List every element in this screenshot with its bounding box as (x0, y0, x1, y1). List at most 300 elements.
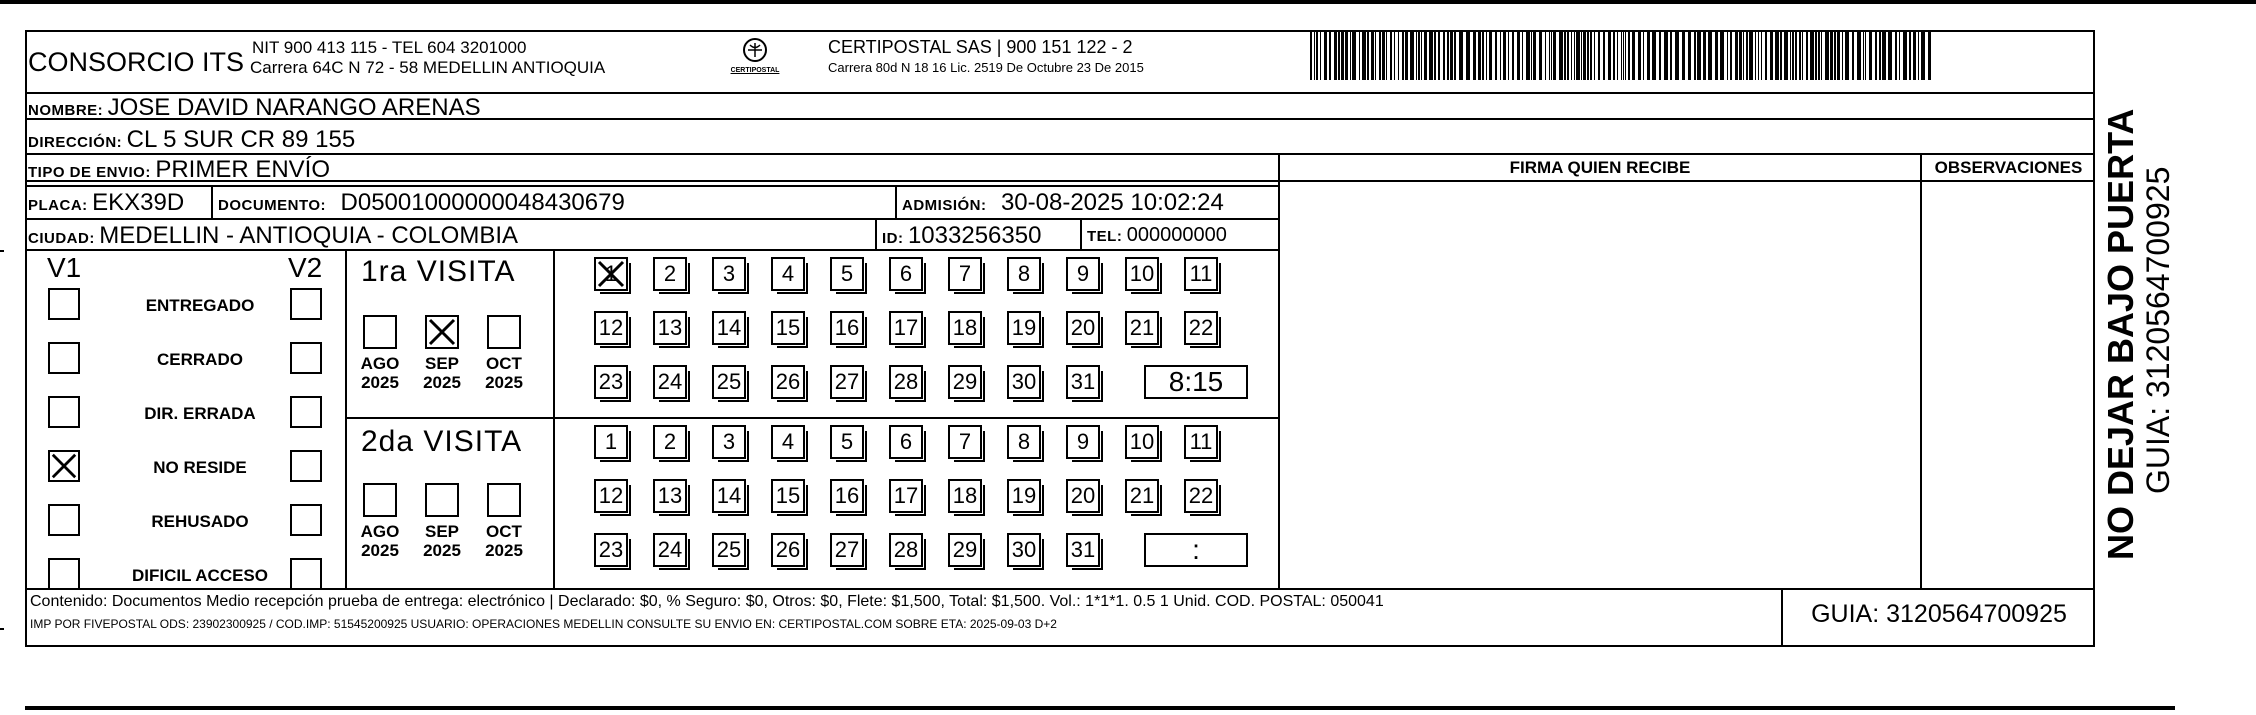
row-divider (25, 185, 1280, 187)
month-year: 2025 (485, 373, 523, 392)
barcode-bar (1608, 30, 1611, 80)
day-box[interactable]: 14 (712, 479, 746, 513)
day-box[interactable]: 6 (889, 257, 923, 291)
barcode-bar (1682, 30, 1685, 80)
cell-divider (875, 218, 877, 249)
id-value: 1033256350 (907, 222, 1042, 249)
barcode-bar (1743, 30, 1744, 80)
barcode-bar (1549, 30, 1550, 80)
v1-checkbox[interactable] (48, 450, 80, 482)
nombre-field (28, 94, 481, 122)
barcode-bar (1416, 30, 1417, 80)
v2-checkbox[interactable] (290, 342, 322, 374)
day-box[interactable]: 23 (594, 365, 628, 399)
signature-area[interactable] (1280, 182, 1920, 588)
month-label (411, 522, 473, 560)
barcode-bar (1522, 30, 1523, 80)
barcode-bar (1652, 30, 1656, 80)
cell-divider (211, 185, 213, 218)
barcode-bar (1367, 30, 1369, 80)
footer-guia: GUIA: 3120564700925 (1811, 600, 2067, 628)
month-checkbox[interactable] (363, 483, 397, 517)
day-box[interactable]: 13 (653, 479, 687, 513)
side-guia: GUIA: 3120564700925 (2140, 166, 2176, 494)
day-box[interactable]: 9 (1066, 425, 1100, 459)
barcode-bar (1386, 30, 1387, 80)
barcode-bar (1664, 30, 1668, 80)
barcode-bar (1865, 30, 1866, 80)
v2-checkbox[interactable] (290, 558, 322, 590)
tipo-envio-field (28, 156, 330, 184)
tipo-envio-label: TIPO DE ENVIO: (28, 164, 151, 181)
barcode-bar (1659, 30, 1661, 80)
tel-field (1087, 224, 1227, 247)
barcode-bar (1539, 30, 1542, 80)
barcode-bar (1533, 30, 1536, 80)
certipostal-logo (727, 36, 783, 80)
day-box[interactable]: 16 (830, 311, 864, 345)
barcode-bar (1429, 30, 1433, 80)
day-box[interactable]: 1 (594, 257, 628, 291)
barcode-bar (1792, 30, 1794, 80)
barcode-bar (1694, 30, 1696, 80)
day-box[interactable]: 20 (1066, 311, 1100, 345)
barcode-bar (1928, 30, 1931, 80)
cell-divider (895, 185, 897, 218)
v1-checkbox[interactable] (48, 396, 80, 428)
barcode-bar (1500, 30, 1501, 80)
barcode-bar (1447, 30, 1449, 80)
month-year: 2025 (485, 541, 523, 560)
bottom-edge-line (25, 706, 2175, 710)
month-year: 2025 (361, 373, 399, 392)
barcode-bar (1795, 30, 1797, 80)
day-box[interactable]: 22 (1184, 479, 1218, 513)
barcode-bar (1869, 30, 1872, 80)
direccion-value: CL 5 SUR CR 89 155 (126, 126, 356, 153)
day-box[interactable]: 22 (1184, 311, 1218, 345)
day-box[interactable]: 7 (948, 257, 982, 291)
barcode-bar (1418, 30, 1420, 80)
barcode-bar (1675, 30, 1679, 80)
status-label: ENTREGADO (145, 296, 255, 315)
barcode-bar (1670, 30, 1672, 80)
day-box[interactable]: 25 (712, 533, 746, 567)
documento-label: DOCUMENTO: (218, 197, 327, 214)
admision-value: 30-08-2025 10:02:24 (1000, 189, 1224, 216)
barcode-bar (1882, 30, 1886, 80)
barcode-bar (1473, 30, 1476, 80)
barcode-bar (1623, 30, 1624, 80)
month-name: AGO (360, 522, 400, 541)
v2-header: V2 (288, 252, 323, 283)
documento-field (218, 189, 625, 217)
company-line-1: NIT 900 413 115 - TEL 604 3201000 (252, 38, 527, 57)
month-name: SEP (424, 354, 460, 373)
barcode-bar (1352, 30, 1356, 80)
day-box[interactable]: 12 (594, 479, 628, 513)
month-label (473, 522, 535, 560)
month-year: 2025 (361, 541, 399, 560)
day-box[interactable]: 29 (948, 533, 982, 567)
day-box[interactable]: 24 (653, 533, 687, 567)
month-label (411, 354, 473, 392)
barcode-bar (1727, 30, 1728, 80)
barcode-bar (1341, 30, 1344, 80)
barcode-bar (1576, 30, 1580, 80)
day-box[interactable]: 21 (1125, 311, 1159, 345)
barcode-bar (1632, 30, 1635, 80)
direccion-field (28, 126, 355, 154)
admision-field (902, 189, 1224, 217)
barcode-bar (1913, 30, 1916, 80)
status-label: DIR. ERRADA (144, 404, 256, 423)
day-box[interactable]: 3 (712, 425, 746, 459)
day-box[interactable]: 8 (1007, 257, 1041, 291)
barcode-bar (1806, 30, 1808, 80)
day-box[interactable]: 17 (889, 479, 923, 513)
barcode-bar (1613, 30, 1615, 80)
barcode-bar (1508, 30, 1509, 80)
barcode-bar (1730, 30, 1732, 80)
barcode-bar (1405, 30, 1408, 80)
barcode-bar (1574, 30, 1575, 80)
day-box[interactable]: 30 (1007, 365, 1041, 399)
ciudad-field (28, 222, 518, 250)
barcode-bar (1909, 30, 1911, 80)
footer-contents: Contenido: Documentos Medio recepción prueba de entrega: electrónico | Declarado: $0, % Seguro: $0, Otros: $0, Flete: $1,500, Total: $1,500. Vol.: 1*1*1. 0.5 1 Unid. COD. POSTAL: 050041 (30, 593, 1384, 610)
barcode-bar (1320, 30, 1321, 80)
barcode-bar (1720, 30, 1724, 80)
day-box[interactable]: 21 (1125, 479, 1159, 513)
day-box[interactable]: 23 (594, 533, 628, 567)
month-name: AGO (360, 354, 400, 373)
barcode-bar (1647, 30, 1650, 80)
barcode-bar (1903, 30, 1907, 80)
firma-header: FIRMA QUIEN RECIBE (1509, 158, 1691, 177)
month-checkbox[interactable] (363, 315, 397, 349)
barcode-bar (1628, 30, 1630, 80)
day-box[interactable]: 2 (653, 257, 687, 291)
row-divider (25, 218, 1280, 220)
month-checkbox[interactable] (425, 483, 459, 517)
v1-checkbox[interactable] (48, 342, 80, 374)
nombre-value: JOSE DAVID NARANGO ARENAS (107, 94, 481, 121)
barcode-bar (1587, 30, 1589, 80)
barcode-bar (1310, 30, 1312, 80)
barcode-bar (1765, 30, 1767, 80)
barcode-bar (1443, 30, 1445, 80)
barcode-bar (1486, 30, 1487, 80)
barcode-bar (1845, 30, 1849, 80)
barcode-bar (1410, 30, 1414, 80)
day-box[interactable]: 27 (830, 365, 864, 399)
day-box[interactable]: 16 (830, 479, 864, 513)
barcode-bar (1735, 30, 1738, 80)
barcode-bar (1688, 30, 1691, 80)
barcode-bar (1879, 30, 1881, 80)
day-box[interactable]: 19 (1007, 311, 1041, 345)
barcode-bar (1775, 30, 1779, 80)
day-box[interactable]: 17 (889, 311, 923, 345)
placa-field (28, 189, 184, 217)
barcode-bar (1830, 30, 1833, 80)
tel-value: 000000000 (1126, 224, 1227, 246)
barcode-bar (1758, 30, 1759, 80)
barcode-bar (1810, 30, 1814, 80)
barcode-bar (1875, 30, 1877, 80)
barcode-bar (1390, 30, 1392, 80)
status-list (25, 250, 345, 588)
day-box[interactable]: 2 (653, 425, 687, 459)
day-box[interactable]: 31 (1066, 365, 1100, 399)
barcode-bar (1643, 30, 1644, 80)
barcode-bar (1899, 30, 1900, 80)
barcode-bar (1703, 30, 1706, 80)
barcode-bar (1466, 30, 1470, 80)
month-year: 2025 (423, 373, 461, 392)
barcode-bar (1553, 30, 1556, 80)
barcode-bar (1583, 30, 1586, 80)
cell-divider (1080, 218, 1082, 249)
status-label: REHUSADO (151, 512, 249, 531)
day-box[interactable]: 8 (1007, 425, 1041, 459)
time-box[interactable]: 8:15 (1144, 365, 1248, 399)
day-box[interactable]: 10 (1125, 425, 1159, 459)
day-box[interactable]: 5 (830, 257, 864, 291)
status-label: CERRADO (157, 350, 243, 369)
status-label: DIFICIL ACCESO (131, 566, 268, 585)
barcode-bar (1918, 30, 1919, 80)
first-visit (347, 251, 1278, 417)
observations-area[interactable] (1922, 182, 2095, 588)
barcode-bar (1478, 30, 1481, 80)
barcode-bar (1531, 30, 1532, 80)
day-box[interactable]: 20 (1066, 479, 1100, 513)
barcode-bar (1316, 30, 1318, 80)
margin-mark (0, 628, 4, 630)
barcode-bar (1921, 30, 1925, 80)
day-box[interactable]: 15 (771, 311, 805, 345)
barcode-bar (1825, 30, 1829, 80)
barcode-bar (1329, 30, 1331, 80)
company-name: CONSORCIO ITS (28, 47, 245, 77)
day-box[interactable]: 19 (1007, 479, 1041, 513)
tel-label: TEL: (1087, 228, 1123, 245)
day-box[interactable]: 28 (889, 365, 923, 399)
barcode-bar (1459, 30, 1463, 80)
barcode-bar (1715, 30, 1718, 80)
day-box[interactable]: 28 (889, 533, 923, 567)
day-box[interactable]: 13 (653, 311, 687, 345)
barcode-bar (1567, 30, 1569, 80)
ciudad-value: MEDELLIN - ANTIOQUIA - COLOMBIA (99, 222, 519, 249)
nombre-label: NOMBRE: (28, 102, 104, 119)
barcode-bar (1638, 30, 1641, 80)
observaciones-header: OBSERVACIONES (1934, 158, 2083, 177)
barcode-bar (1421, 30, 1422, 80)
day-box[interactable]: 1 (594, 425, 628, 459)
barcode-bar (1590, 30, 1592, 80)
barcode-bar (1790, 30, 1791, 80)
barcode-bar (1863, 30, 1864, 80)
barcode-bar (1821, 30, 1822, 80)
barcode-bar (1708, 30, 1712, 80)
barcode-bar (1837, 30, 1840, 80)
barcode-bar (1394, 30, 1395, 80)
barcode-bar (1551, 30, 1552, 80)
margin-mark (0, 250, 4, 252)
day-box[interactable]: 14 (712, 311, 746, 345)
day-box[interactable]: 27 (830, 533, 864, 567)
v2-checkbox[interactable] (290, 450, 322, 482)
barcode-bar (1424, 30, 1427, 80)
barcode-bar (1697, 30, 1701, 80)
v1-header: V1 (47, 252, 82, 283)
barcode-bar (1852, 30, 1854, 80)
day-box[interactable]: 25 (712, 365, 746, 399)
month-label (349, 522, 411, 560)
id-field (882, 222, 1041, 250)
v1-checkbox[interactable] (48, 288, 80, 320)
day-box[interactable]: 26 (771, 533, 805, 567)
v1-checkbox[interactable] (48, 558, 80, 590)
barcode-bar (1834, 30, 1836, 80)
barcode-bar (1517, 30, 1520, 80)
barcode-bar (1770, 30, 1773, 80)
visit-title: 2da VISITA (361, 425, 523, 458)
ciudad-label: CIUDAD: (28, 230, 95, 247)
barcode-bar (1359, 30, 1360, 80)
barcode-bar (1761, 30, 1762, 80)
month-name: OCT (486, 354, 522, 373)
barcode-bar (1755, 30, 1756, 80)
month-name: OCT (486, 522, 522, 541)
barcode-bar (1371, 30, 1374, 80)
time-box[interactable]: : (1144, 533, 1248, 567)
barcode-bar (1438, 30, 1440, 80)
barcode-bar (1625, 30, 1626, 80)
day-box[interactable]: 9 (1066, 257, 1100, 291)
barcode-bar (1324, 30, 1327, 80)
id-label: ID: (882, 230, 904, 247)
day-box[interactable]: 12 (594, 311, 628, 345)
barcode-bar (1512, 30, 1514, 80)
day-box[interactable]: 11 (1184, 257, 1218, 291)
barcode-bar (1375, 30, 1376, 80)
documento-value: D05001000000048430679 (340, 189, 625, 216)
day-box[interactable]: 4 (771, 425, 805, 459)
barcode-bar (1450, 30, 1453, 80)
v2-checkbox[interactable] (290, 504, 322, 536)
carrier-line-2: Carrera 80d N 18 16 Lic. 2519 De Octubre 23 De 2015 (828, 60, 1144, 75)
barcode-bar (1780, 30, 1782, 80)
day-box[interactable]: 7 (948, 425, 982, 459)
day-box[interactable]: 6 (889, 425, 923, 459)
barcode-bar (1895, 30, 1897, 80)
day-box[interactable]: 11 (1184, 425, 1218, 459)
barcode-bar (1334, 30, 1337, 80)
barcode-bar (1888, 30, 1892, 80)
barcode-bar (1564, 30, 1566, 80)
barcode-bar (1617, 30, 1618, 80)
day-box[interactable]: 4 (771, 257, 805, 291)
month-label (473, 354, 535, 392)
barcode-bar (1746, 30, 1748, 80)
month-name: SEP (424, 522, 460, 541)
v2-checkbox[interactable] (290, 288, 322, 320)
placa-value: EKX39D (92, 189, 185, 216)
barcode-bar (1739, 30, 1742, 80)
month-checkbox[interactable] (425, 315, 459, 349)
barcode (1310, 30, 1942, 80)
day-box[interactable]: 18 (948, 479, 982, 513)
day-box[interactable]: 30 (1007, 533, 1041, 567)
barcode-bar (1350, 30, 1351, 80)
barcode-bar (1526, 30, 1530, 80)
day-box[interactable]: 18 (948, 311, 982, 345)
barcode-bar (1571, 30, 1572, 80)
month-year: 2025 (423, 541, 461, 560)
direccion-label: DIRECCIÓN: (28, 134, 123, 151)
barcode-bar (1802, 30, 1803, 80)
v2-checkbox[interactable] (290, 396, 322, 428)
logo-text: CERTIPOSTAL (730, 67, 780, 74)
barcode-bar (1402, 30, 1404, 80)
v1-checkbox[interactable] (48, 504, 80, 536)
admision-label: ADMISIÓN: (902, 197, 987, 214)
day-box[interactable]: 26 (771, 365, 805, 399)
status-label: NO RESIDE (153, 458, 247, 477)
company-line-2: Carrera 64C N 72 - 58 MEDELLIN ANTIOQUIA (250, 58, 606, 77)
day-box[interactable]: 29 (948, 365, 982, 399)
no-dejar-warning: NO DEJAR BAJO PUERTA (2100, 108, 2141, 560)
barcode-bar (1482, 30, 1484, 80)
barcode-bar (1503, 30, 1506, 80)
barcode-bar (1581, 30, 1582, 80)
day-box[interactable]: 24 (653, 365, 687, 399)
barcode-bar (1815, 30, 1817, 80)
barcode-bar (1818, 30, 1820, 80)
second-visit (347, 419, 1278, 588)
barcode-bar (1379, 30, 1381, 80)
barcode-bar (1545, 30, 1546, 80)
placa-label: PLACA: (28, 197, 88, 214)
day-box[interactable]: 10 (1125, 257, 1159, 291)
barcode-bar (1603, 30, 1605, 80)
footer-print-info: IMP POR FIVEPOSTAL ODS: 23902300925 / COD.IMP: 51545200925 USUARIO: OPERACIONES MEDELLIN CONSULTE SU ENVIO EN: CERTIPOSTAL.COM SOBRE ETA: 2025-09-03 D+2 (30, 617, 1057, 631)
barcode-bar (1842, 30, 1843, 80)
day-box[interactable]: 3 (712, 257, 746, 291)
day-box[interactable]: 5 (830, 425, 864, 459)
barcode-bar (1338, 30, 1340, 80)
barcode-bar (1434, 30, 1436, 80)
barcode-bar (1621, 30, 1622, 80)
month-checkbox[interactable] (487, 315, 521, 349)
visit-title: 1ra VISITA (361, 255, 516, 288)
month-label (349, 354, 411, 392)
day-box[interactable]: 15 (771, 479, 805, 513)
barcode-bar (1495, 30, 1497, 80)
barcode-bar (1362, 30, 1366, 80)
barcode-bar (1799, 30, 1801, 80)
barcode-bar (1454, 30, 1456, 80)
barcode-bar (1398, 30, 1399, 80)
tipo-envio-value: PRIMER ENVÍO (155, 156, 331, 183)
month-checkbox[interactable] (487, 483, 521, 517)
barcode-bar (1489, 30, 1492, 80)
day-box[interactable]: 31 (1066, 533, 1100, 567)
